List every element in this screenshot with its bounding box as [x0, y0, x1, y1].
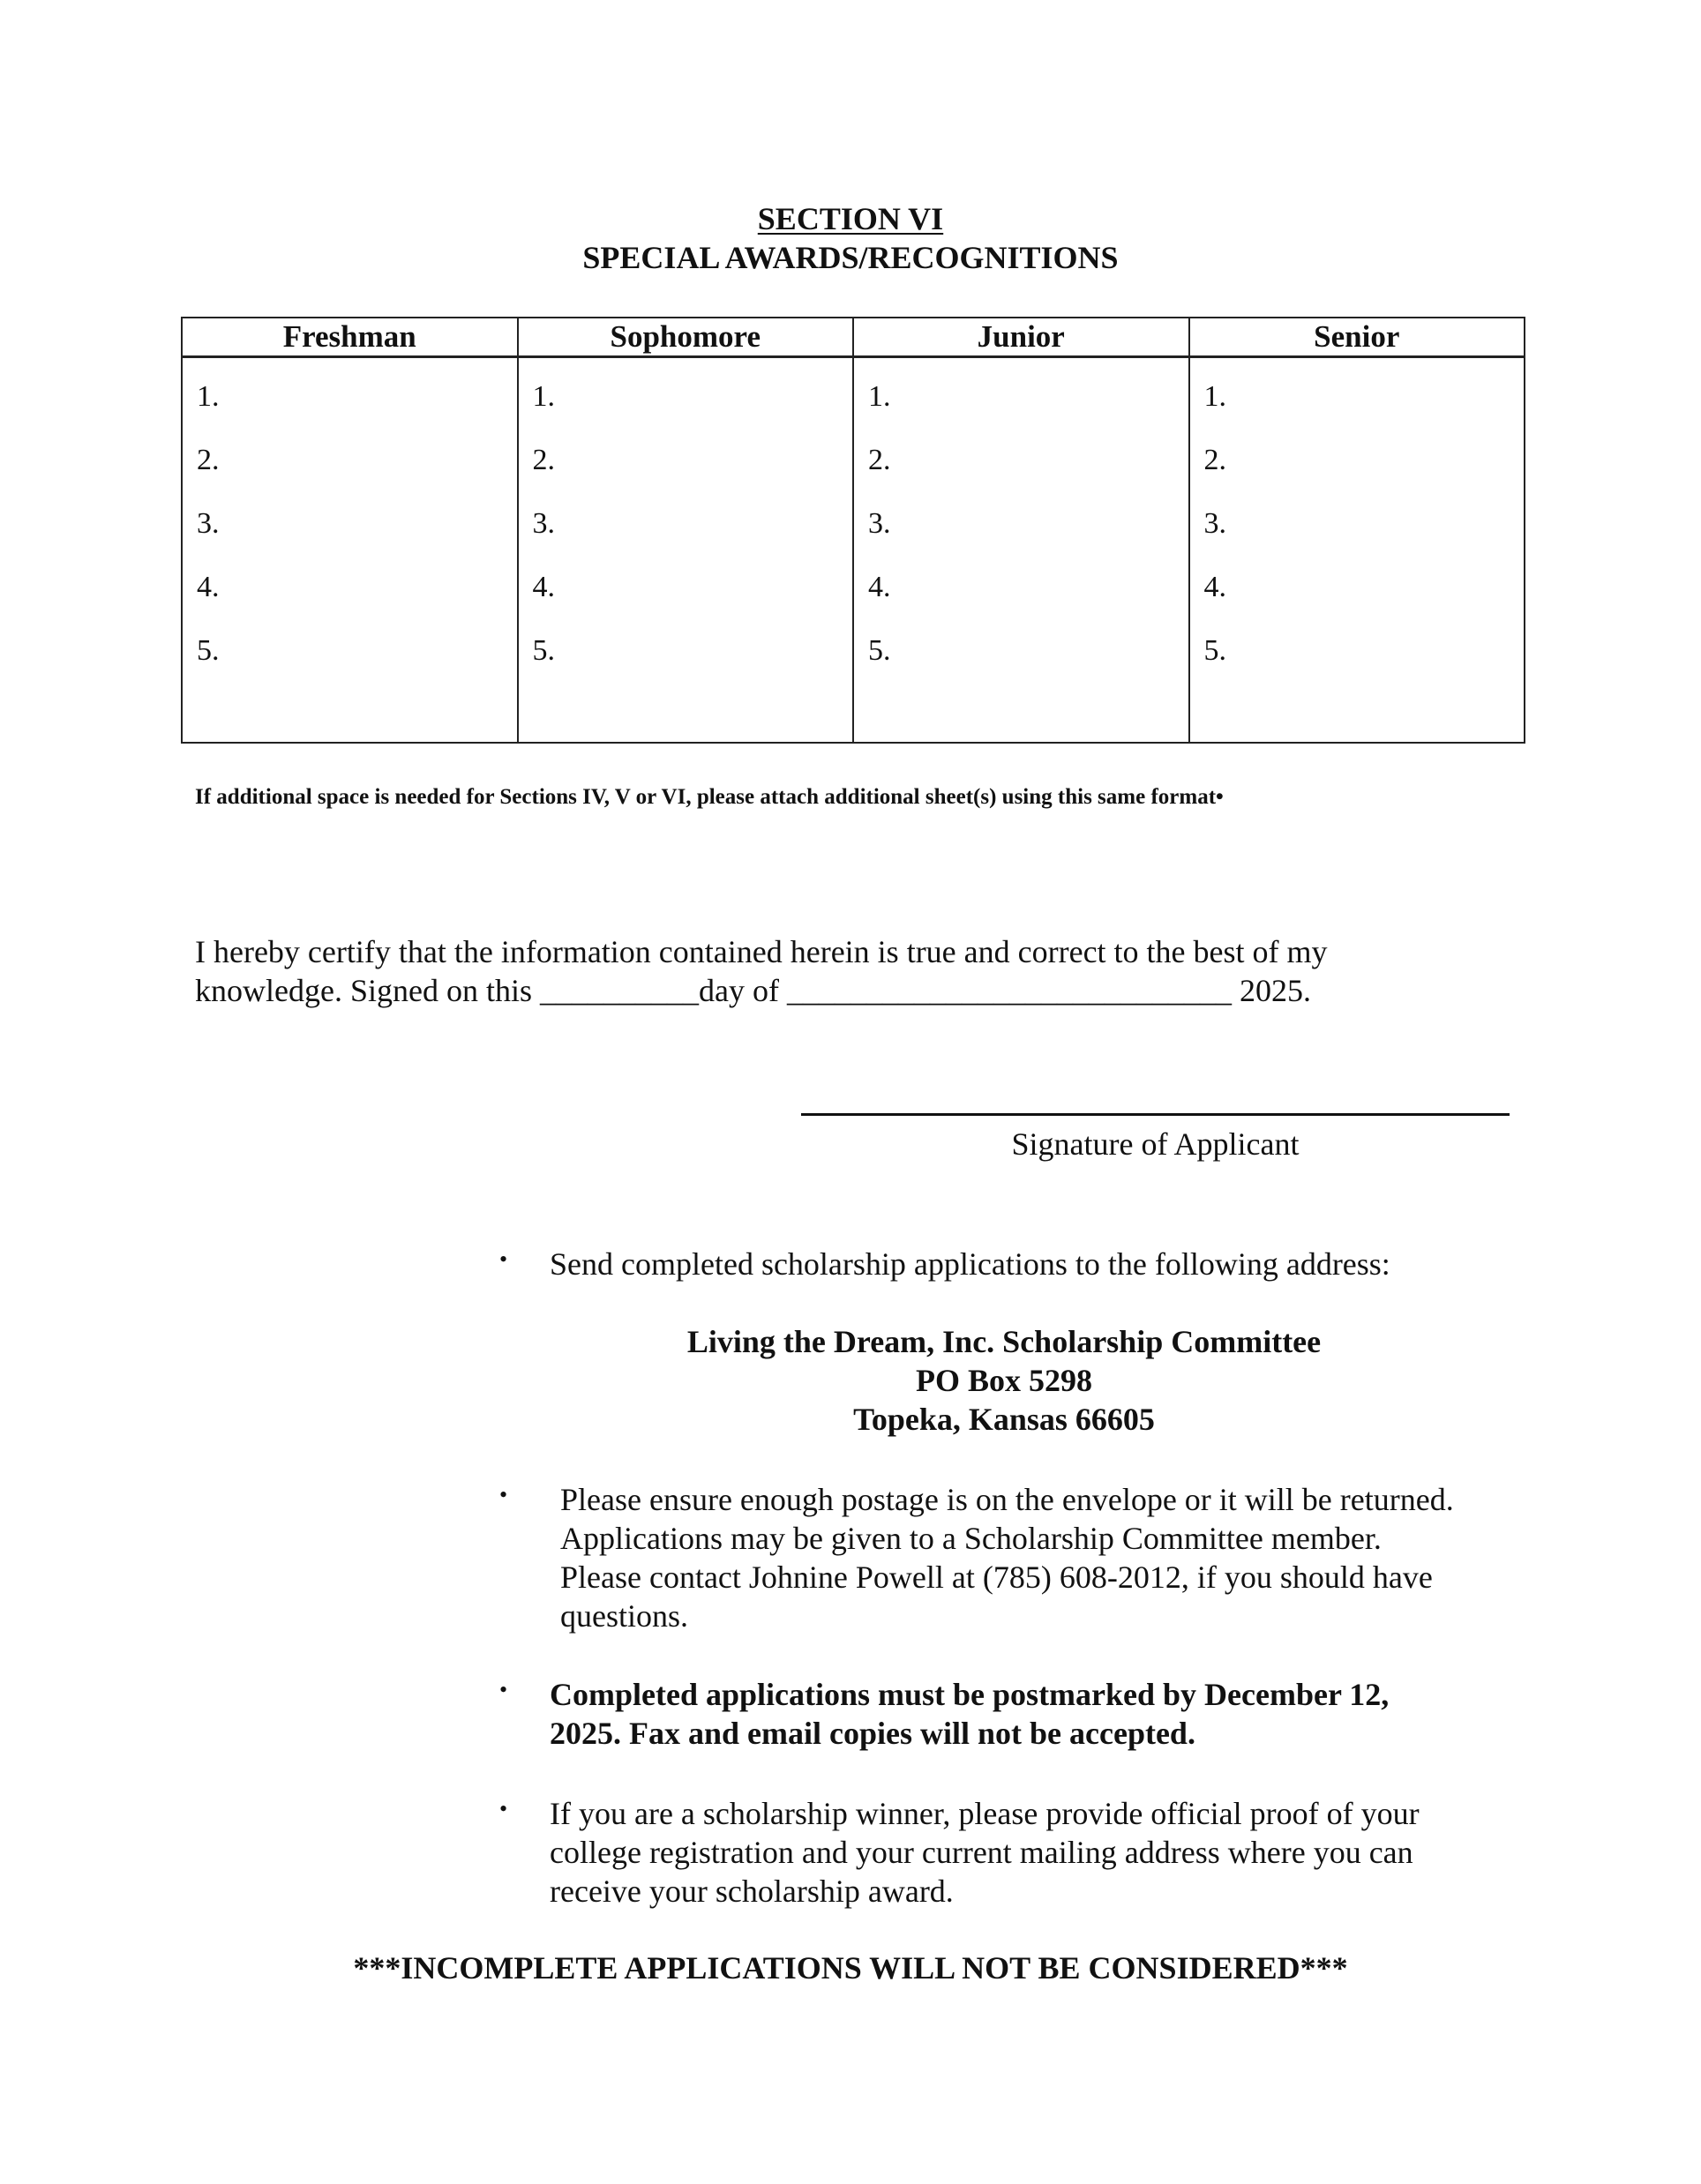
header-freshman: Freshman: [182, 318, 518, 357]
text-line: Completed applications must be postmarked by December 12,: [550, 1677, 1390, 1712]
column-sophomore: [518, 357, 854, 744]
award-entry-4[interactable]: 4.: [532, 571, 555, 603]
column-senior: [1189, 357, 1525, 744]
address-line: PO Box 5298: [915, 1363, 1092, 1398]
award-entry-2[interactable]: 2.: [197, 444, 220, 476]
text-line: Please ensure enough postage is on the envelope or it will be returned.: [560, 1482, 1454, 1517]
award-entry-4[interactable]: 4.: [868, 571, 891, 603]
text-line: Please contact Johnine Powell at (785) 608-2012, if you should have: [560, 1559, 1433, 1595]
winner-instruction: [550, 1794, 1420, 1911]
signature-line[interactable]: [801, 1113, 1510, 1116]
award-entry-4[interactable]: 4.: [1203, 571, 1226, 603]
text-line: college registration and your current mailing address where you can: [550, 1835, 1413, 1870]
incomplete-warning: ***INCOMPLETE APPLICATIONS WILL NOT BE CONSIDERED***: [353, 1950, 1348, 1986]
text-line: questions.: [560, 1598, 689, 1634]
additional-space-note: If additional space is needed for Sections IV, V or VI, please attach additional sheet(s) using this same format•: [195, 785, 1224, 809]
award-entry-4[interactable]: 4.: [197, 571, 220, 603]
award-entry-1[interactable]: 1.: [197, 380, 220, 413]
text-line: Applications may be given to a Scholarship Committee member.: [560, 1521, 1382, 1556]
certification-statement: [195, 932, 1328, 1010]
text-line: 2025. Fax and email copies will not be accepted.: [550, 1716, 1195, 1751]
award-entry-2[interactable]: 2.: [532, 444, 555, 476]
section-title: SPECIAL AWARDS/RECOGNITIONS: [582, 240, 1119, 275]
text-line: If you are a scholarship winner, please provide official proof of your: [550, 1796, 1420, 1831]
awards-table: [181, 317, 1525, 744]
mailing-address: [563, 1322, 1445, 1439]
bullet-icon: •: [499, 1796, 508, 1821]
certify-line-1: I hereby certify that the information contained herein is true and correct to the best of my: [195, 934, 1328, 969]
award-entry-5[interactable]: 5.: [1203, 634, 1226, 667]
postage-instruction: [560, 1480, 1454, 1635]
deadline-notice: [550, 1675, 1389, 1753]
award-entry-5[interactable]: 5.: [532, 634, 555, 667]
header-senior: Senior: [1189, 318, 1525, 357]
award-entry-3[interactable]: 3.: [197, 507, 220, 540]
bullet-icon: •: [499, 1246, 508, 1272]
award-entry-1[interactable]: 1.: [868, 380, 891, 413]
award-entry-3[interactable]: 3.: [1203, 507, 1226, 540]
address-line: Living the Dream, Inc. Scholarship Committee: [686, 1324, 1322, 1359]
bullet-icon: •: [499, 1677, 508, 1702]
address-line: Topeka, Kansas 66605: [853, 1402, 1155, 1437]
award-entry-1[interactable]: 1.: [532, 380, 555, 413]
send-instruction: Send completed scholarship applications to the following address:: [550, 1246, 1390, 1282]
award-entry-5[interactable]: 5.: [197, 634, 220, 667]
column-freshman: [182, 357, 518, 744]
award-entry-3[interactable]: 3.: [532, 507, 555, 540]
text-line: receive your scholarship award.: [550, 1874, 954, 1909]
award-entry-5[interactable]: 5.: [868, 634, 891, 667]
certify-line-2-date-blanks[interactable]: knowledge. Signed on this __________day of ____________________________ 2025.: [195, 973, 1311, 1008]
column-junior: [853, 357, 1189, 744]
award-entry-2[interactable]: 2.: [1203, 444, 1226, 476]
header-junior: Junior: [853, 318, 1189, 357]
bullet-icon: •: [499, 1482, 508, 1507]
section-number: SECTION VI: [757, 201, 944, 236]
header-sophomore: Sophomore: [518, 318, 854, 357]
award-entry-3[interactable]: 3.: [868, 507, 891, 540]
award-entry-2[interactable]: 2.: [868, 444, 891, 476]
signature-label: Signature of Applicant: [1011, 1126, 1300, 1162]
award-entry-1[interactable]: 1.: [1203, 380, 1226, 413]
